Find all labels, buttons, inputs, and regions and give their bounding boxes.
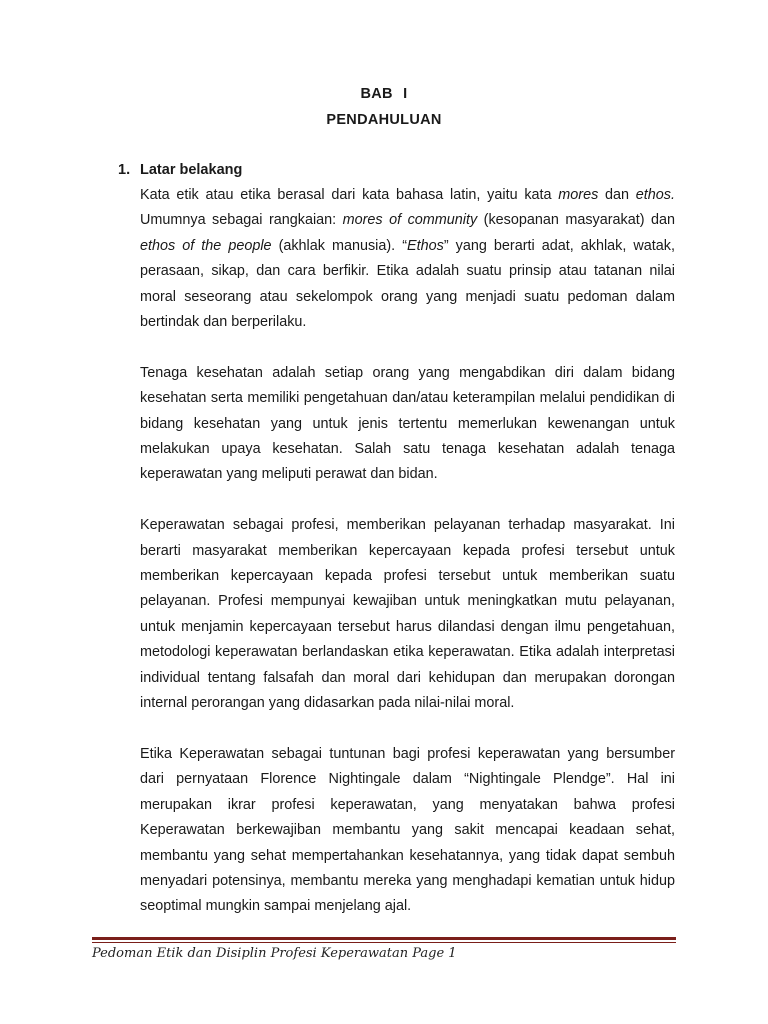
body-text [140,183,675,920]
text-run: Umumnya sebagai rangkaian: [140,212,343,229]
italic-term: mores [558,187,599,203]
chapter-label: BAB I [360,86,408,102]
text-run: (kesopanan masyarakat) dan [477,212,675,229]
footer-rule-thick [92,937,676,940]
paragraph-4: Etika Keperawatan sebagai tuntunan bagi profesi keperawatan yang bersumber dari pernyataan Florence Nightingale dalam “Nightingale Plendge”. Hal ini merupakan ikrar profesi keperawatan, yang menyatakan bahwa profesi Keperawatan berkewajiban membantu yang sakit mencapai keadaan sehat, membantu yang sehat mempertahankan kesehatannya, yang tidak dapat sembuh menyadari potensinya, membantu mereka yang menghadapi kematian untuk hidup seoptimal mungkin sampai menjelang ajal. [140,745,675,915]
paragraph-2: Tenaga kesehatan adalah setiap orang yang mengabdikan diri dalam bidang kesehatan serta memiliki pengetahuan dan/atau keterampilan melalui pendidikan di bidang kesehatan yang untuk jenis tertentu memerlukan kewenangan untuk melakukan upaya kesehatan. Salah satu tenaga kesehatan adalah tenaga keperawatan yang meliputi perawat dan bidan. [140,364,675,483]
italic-term: mores of community [342,212,478,229]
text-run: ” yang berarti adat, akhlak, watak, perasaan, sikap, dan cara berfikir. Etika adalah suatu prinsip atau tatanan nilai moral seseorang atau sekelompok orang yang menjadi suatu pedoman dalam bertindak dan berperilaku. [140,237,675,331]
chapter-title: PENDAHULUAN [326,112,442,128]
paragraph-3: Keperawatan sebagai profesi, memberikan pelayanan terhadap masyarakat. Ini berarti masyarakat memberikan kepercayaan kepada profesi tersebut untuk memberikan kepercayaan kepada profesi tersebut untuk memberikan suatu pelayanan. Profesi mempunyai kewajiban untuk meningkatkan mutu pelayanan, untuk menjamin kepercayaan tersebut harus dilandasi dengan ilmu pengetahuan, metodologi keperawatan berlandaskan etika keperawatan. Etika adalah interpretasi individual tentang falsafah dan moral dari kehidupan dan merupakan dorongan internal perorangan yang didasarkan pada nilai-nilai moral. [140,517,675,712]
section-title: Latar belakang [140,162,243,178]
italic-term: Ethos [407,237,444,254]
italic-term: ethos of the people [140,237,272,254]
text-run: dan [598,187,636,203]
footer-rule-thin [92,942,676,943]
footer-text: Pedoman Etik dan Disiplin Profesi Keperawatan Page 1 [92,946,457,961]
text-run: Kata etik atau etika berasal dari kata bahasa latin, yaitu kata [140,187,559,203]
section-heading [118,162,242,178]
section-number: 1. [118,162,131,178]
paragraph-1 [140,183,675,335]
italic-term: ethos. [635,187,675,203]
text-run: (akhlak manusia). “ [271,237,408,254]
